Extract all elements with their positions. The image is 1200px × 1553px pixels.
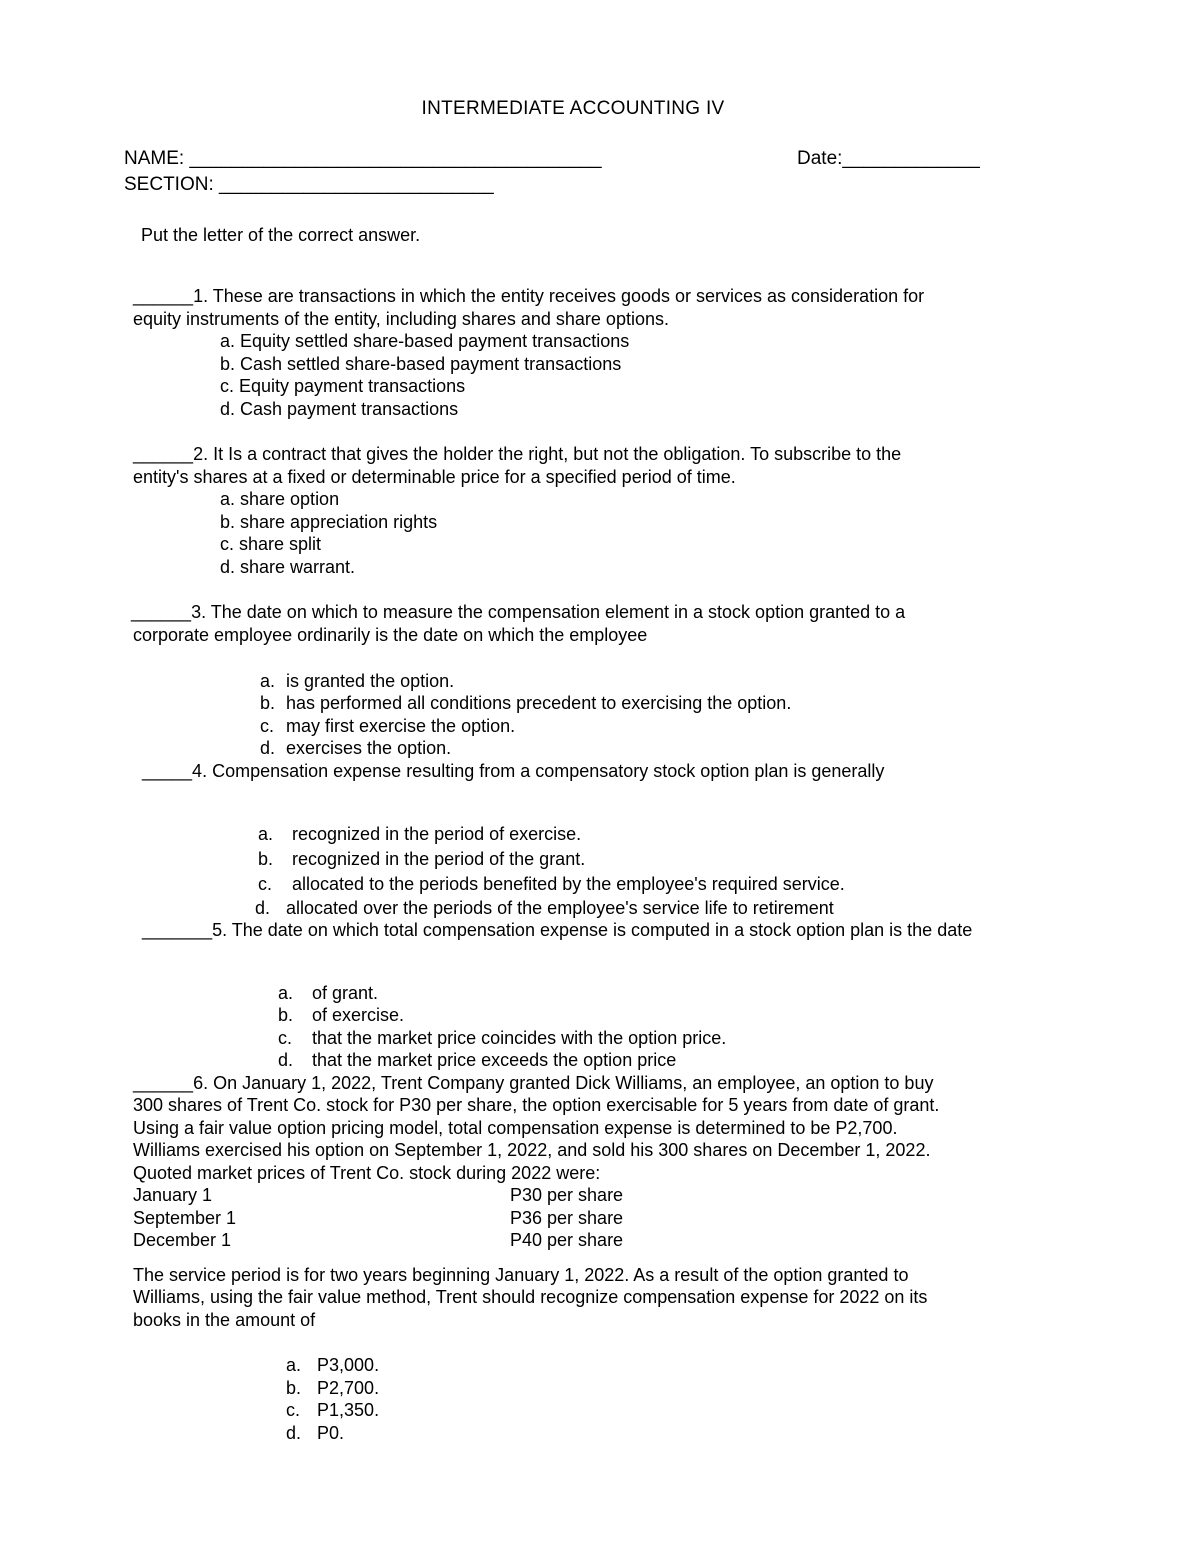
option-text: exercises the option. bbox=[286, 737, 452, 758]
question-stem: Quoted market prices of Trent Co. stock during 2022 were: bbox=[133, 1163, 601, 1183]
price-date: January 1 bbox=[133, 1185, 213, 1205]
answer-option: c. share split bbox=[220, 534, 322, 554]
question-followup: Williams, using the fair value method, Trent should recognize compensation expense for 2022 on its bbox=[133, 1287, 928, 1307]
answer-option: a. Equity settled share-based payment transactions bbox=[220, 331, 630, 351]
option-text: allocated over the periods of the employee's service life to retirement bbox=[286, 897, 834, 918]
price-date: December 1 bbox=[133, 1230, 232, 1250]
option-letter: d. bbox=[278, 1049, 294, 1070]
question-stem: equity instruments of the entity, including shares and share options. bbox=[133, 309, 669, 329]
option-letter: a. bbox=[260, 670, 276, 691]
option-letter: c. bbox=[278, 1027, 293, 1048]
instructions: Put the letter of the correct answer. bbox=[141, 225, 421, 245]
option-letter: c. bbox=[258, 873, 273, 894]
option-text: that the market price coincides with the option price. bbox=[312, 1027, 727, 1048]
question-stem: ______6. On January 1, 2022, Trent Company granted Dick Williams, an employee, an option to buy bbox=[133, 1073, 934, 1093]
answer-option: a. share option bbox=[220, 489, 340, 509]
option-letter: b. bbox=[258, 848, 274, 869]
option-letter: d. bbox=[255, 897, 271, 918]
question-stem: ______2. It Is a contract that gives the holder the right, but not the obligation. To subscribe to the bbox=[133, 444, 902, 464]
question-stem: 300 shares of Trent Co. stock for P30 per share, the option exercisable for 5 years from date of grant. bbox=[133, 1095, 940, 1115]
option-text: has performed all conditions precedent to exercising the option. bbox=[286, 692, 792, 713]
question-stem: Using a fair value option pricing model, total compensation expense is determined to be P2,700. bbox=[133, 1118, 898, 1138]
answer-option: b. share appreciation rights bbox=[220, 512, 438, 532]
page-title: INTERMEDIATE ACCOUNTING IV bbox=[421, 98, 725, 119]
option-text: of exercise. bbox=[312, 1004, 405, 1025]
option-letter: d. bbox=[286, 1422, 302, 1443]
answer-option bbox=[256, 1399, 344, 1467]
question-stem: ______3. The date on which to measure the compensation element in a stock option granted to a bbox=[131, 602, 906, 622]
option-text: may first exercise the option. bbox=[286, 715, 516, 736]
option-text: P3,000. bbox=[317, 1354, 380, 1375]
option-text: is granted the option. bbox=[286, 670, 455, 691]
option-text: that the market price exceeds the option price bbox=[312, 1049, 677, 1070]
section-field-line: SECTION: __________________________ bbox=[124, 174, 494, 195]
option-letter: a. bbox=[278, 982, 294, 1003]
option-text: P1,350. bbox=[317, 1399, 380, 1420]
price-value: P40 per share bbox=[510, 1230, 624, 1250]
name-field-line: NAME: _______________________________________ bbox=[124, 148, 602, 169]
answer-option: d. share warrant. bbox=[220, 557, 356, 577]
option-text: of grant. bbox=[312, 982, 379, 1003]
option-letter: d. bbox=[260, 737, 276, 758]
answer-option: d. Cash payment transactions bbox=[220, 399, 459, 419]
question-followup: The service period is for two years beginning January 1, 2022. As a result of the option granted to bbox=[133, 1265, 909, 1285]
option-letter: a. bbox=[286, 1354, 302, 1375]
price-value: P30 per share bbox=[510, 1185, 624, 1205]
question-stem: Williams exercised his option on September 1, 2022, and sold his 300 shares on December 1, 2022. bbox=[133, 1140, 931, 1160]
option-letter: b. bbox=[278, 1004, 294, 1025]
option-letter: c. bbox=[260, 715, 275, 736]
question-stem: corporate employee ordinarily is the date on which the employee bbox=[133, 625, 648, 645]
answer-option: b. Cash settled share-based payment transactions bbox=[220, 354, 622, 374]
question-stem: ______1. These are transactions in which the entity receives goods or services as consideration for bbox=[133, 286, 925, 306]
option-letter: b. bbox=[260, 692, 276, 713]
option-text: allocated to the periods benefited by the employee's required service. bbox=[292, 873, 845, 894]
option-letter: a. bbox=[258, 823, 274, 844]
question-stem: _____4. Compensation expense resulting from a compensatory stock option plan is generally bbox=[142, 761, 885, 781]
question-followup: books in the amount of bbox=[133, 1310, 316, 1330]
answer-option: c. Equity payment transactions bbox=[220, 376, 466, 396]
question-stem: entity's shares at a fixed or determinable price for a specified period of time. bbox=[133, 467, 736, 487]
date-field-line: Date:_____________ bbox=[797, 148, 980, 169]
price-date: September 1 bbox=[133, 1208, 237, 1228]
option-text: P0. bbox=[317, 1422, 345, 1443]
question-stem: _______5. The date on which total compensation expense is computed in a stock option plan is the date bbox=[142, 920, 973, 940]
option-text: recognized in the period of exercise. bbox=[292, 823, 582, 844]
option-letter: c. bbox=[286, 1399, 301, 1420]
price-value: P36 per share bbox=[510, 1208, 624, 1228]
option-letter: b. bbox=[286, 1377, 302, 1398]
option-text: P2,700. bbox=[317, 1377, 380, 1398]
option-text: recognized in the period of the grant. bbox=[292, 848, 586, 869]
